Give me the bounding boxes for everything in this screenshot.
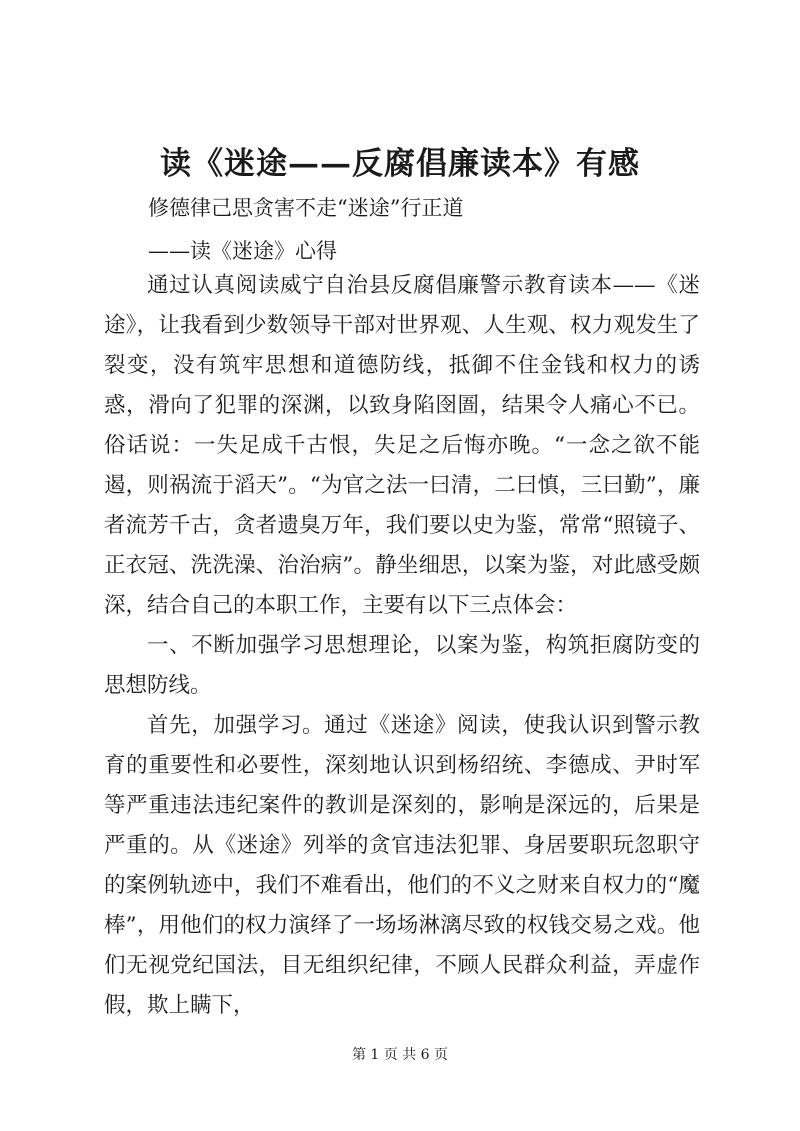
document-body xyxy=(104,266,700,1026)
page-number-footer: 第 1 页 共 6 页 xyxy=(351,1047,449,1063)
body-paragraph-heading: 一、不断加强学习思想理论，以案为鉴，构筑拒腐防变的思想防线。 xyxy=(104,633,700,698)
document-title: 读《迷途——反腐倡廉读本》有感 xyxy=(160,146,640,182)
body-paragraph: 首先，加强学习。通过《迷途》阅读，使我认识到警示教育的重要性和必要性，深刻地认识到杨绍统、李德成、尹时军等严重违法违纪案件的教训是深刻的，影响是深远的，后果是严重的。从《迷途》列举的贪官违法犯罪、身居要职玩忽职守的案例轨迹中，我们不难看出，他们的不义之财来自权力的“魔棒”，用他们的权力演绎了一场场淋漓尽致的权钱交易之戏。他们无视党纪国法，目无组织纪律，不顾人民群众利益，弄虚作假，欺上瞒下， xyxy=(104,713,700,1018)
body-paragraph: 通过认真阅读威宁自治县反腐倡廉警示教育读本——《迷途》，让我看到少数领导干部对世界观、人生观、权力观发生了裂变，没有筑牢思想和道德防线，抵御不住金钱和权力的诱惑，滑向了犯罪的深渊，以致身陷囹圄，结果令人痛心不已。俗话说：一失足成千古恨，失足之后悔亦晚。“一念之欲不能遏，则祸流于滔天”。“为官之法一曰清，二曰慎，三曰勤”，廉者流芳千古，贪者遗臭万年，我们要以史为鉴，常常“照镜子、正衣冠、洗洗澡、治治病”。静坐细思，以案为鉴，对此感受颇深，结合自己的本职工作，主要有以下三点体会： xyxy=(104,273,700,618)
document-subtitle: 修德律己思贪害不走“迷途”行正道 xyxy=(148,196,464,220)
document-subtitle-secondary: ——读《迷途》心得 xyxy=(148,239,337,263)
